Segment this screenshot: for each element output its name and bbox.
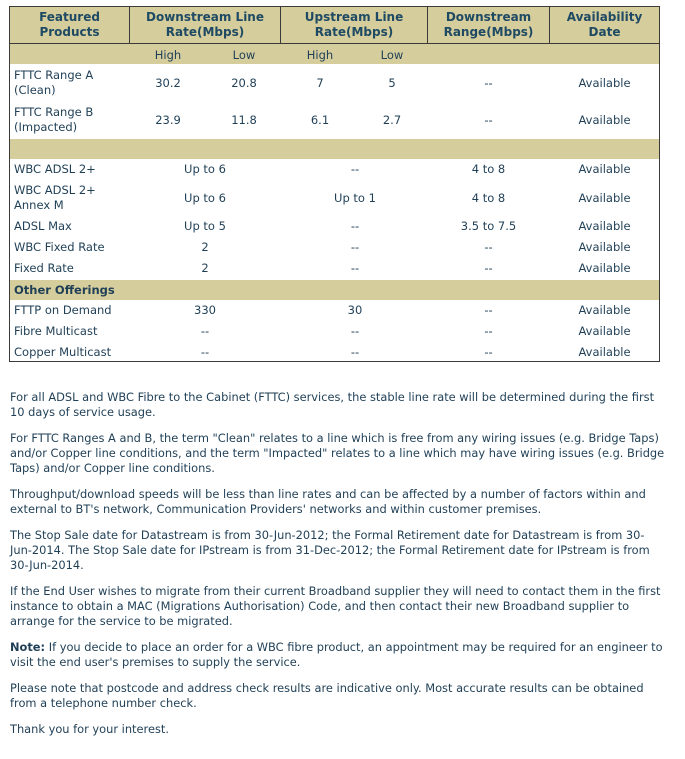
note-label: Note:: [10, 640, 46, 654]
table-row: [10, 65, 659, 99]
header-rule: [10, 43, 659, 44]
down-high-value: 30.2: [155, 76, 181, 90]
product-name: FTTC Range A (Clean): [14, 68, 94, 97]
range-value: --: [484, 345, 493, 359]
down-value: Up to 5: [184, 219, 226, 233]
up-value: 30: [347, 303, 363, 317]
products-table: [9, 6, 660, 362]
down-value: --: [200, 324, 210, 338]
up-value: --: [350, 162, 360, 176]
table-row: [10, 323, 659, 341]
product-name: Fibre Multicast: [14, 324, 98, 338]
product-name: Fixed Rate: [14, 261, 74, 275]
up-value: --: [350, 324, 360, 338]
note-postcode-check: Please note that postcode and address check results are indicative only. Most accurate results can be obtained from a telephone number check.: [10, 681, 644, 710]
subheader-down-low: Low: [232, 48, 256, 62]
up-high-value: 7: [316, 76, 324, 90]
availability-value: Available: [578, 324, 631, 338]
range-value: --: [484, 324, 493, 338]
down-value: 330: [194, 303, 216, 317]
table-row: [10, 102, 659, 136]
section-band: [10, 139, 659, 159]
table-row: [10, 161, 659, 179]
down-value: Up to 6: [184, 162, 226, 176]
down-low-value: 11.8: [231, 113, 257, 127]
range-value: --: [484, 113, 493, 127]
range-value: --: [484, 240, 493, 254]
table-row: [10, 239, 659, 257]
subheader-up-low: Low: [380, 48, 404, 62]
product-name: FTTC Range B (Impacted): [14, 105, 94, 134]
header-featured-products: Featured Products: [39, 10, 100, 39]
note-stable-line-rate: For all ADSL and WBC Fibre to the Cabinet (FTTC) services, the stable line rate will be determined during the first 10 days of service usage.: [10, 390, 655, 419]
header-upstream-line-rate: Upstream Line Rate(Mbps): [304, 10, 404, 39]
up-high-value: 6.1: [310, 113, 330, 127]
down-high-value: 23.9: [155, 113, 181, 127]
availability-value: Available: [578, 261, 631, 275]
note-text: If you decide to place an order for a WBC fibre product, an appointment may be required for an engineer to visit the end user's premises to supply the service.: [10, 640, 663, 669]
up-value: --: [350, 219, 360, 233]
header-downstream-line-rate: Downstream Line Rate(Mbps): [146, 10, 264, 39]
up-value: --: [350, 345, 360, 359]
up-value: --: [350, 261, 360, 275]
note-stop-sale-dates: The Stop Sale date for Datastream is from 30-Jun-2012; the Formal Retirement date for Datastream is from 30-Jun-2014. The Stop Sale date for IPstream is from 31-Dec-2012; the Formal Retirement date for IPstream is from 30-Jun-2014.: [10, 528, 650, 572]
range-value: --: [484, 261, 493, 275]
table-row: [10, 218, 659, 236]
header-downstream-range: Downstream Range(Mbps): [443, 10, 534, 39]
up-low-value: 5: [388, 76, 396, 90]
down-value: Up to 6: [184, 191, 226, 205]
down-low-value: 20.8: [231, 76, 257, 90]
note-thank-you: Thank you for your interest.: [10, 722, 169, 736]
subheader-up-high: High: [306, 48, 334, 62]
subheader-down-high: High: [154, 48, 182, 62]
availability-value: Available: [578, 219, 631, 233]
section-title-other-offerings: Other Offerings: [14, 283, 115, 297]
range-value: 3.5 to 7.5: [460, 219, 517, 233]
product-name: Copper Multicast: [14, 345, 112, 359]
up-low-value: 2.7: [382, 113, 402, 127]
note-migration: If the End User wishes to migrate from their current Broadband supplier they will need to contact them in the first instance to obtain a MAC (Migrations Authorisation) Code, and then contact their new Broadband supplier to arrange for the service to be migrated.: [10, 584, 661, 628]
product-name: WBC ADSL 2+: [14, 162, 96, 176]
note-appointment: [10, 640, 665, 670]
table-row: [10, 302, 659, 320]
table-row: [10, 260, 659, 278]
availability-value: Available: [578, 162, 631, 176]
range-value: 4 to 8: [471, 162, 506, 176]
availability-value: Available: [578, 345, 631, 359]
table-row: [10, 182, 659, 216]
range-value: --: [484, 303, 493, 317]
note-clean-impacted: For FTTC Ranges A and B, the term "Clean" relates to a line which is free from any wiring issues (e.g. Bridge Taps) and/or Copper line conditions, and the term "Impacted" relates to a line which may have wiring issues (e.g. Bridge Taps) and/or Copper line conditions.: [10, 431, 665, 475]
availability-value: Available: [578, 113, 631, 127]
product-name: ADSL Max: [14, 219, 72, 233]
availability-value: Available: [578, 191, 631, 205]
availability-value: Available: [578, 76, 631, 90]
up-value: --: [350, 240, 360, 254]
down-value: 2: [201, 240, 209, 254]
table-row: [10, 344, 659, 362]
availability-value: Available: [578, 240, 631, 254]
note-throughput: Throughput/download speeds will be less than line rates and can be affected by a number of factors within and external to BT's network, Communication Providers' networks and within customer premises.: [10, 487, 646, 516]
range-value: --: [484, 76, 493, 90]
availability-value: Available: [578, 303, 631, 317]
product-name: WBC ADSL 2+ Annex M: [14, 183, 96, 212]
down-value: --: [200, 345, 210, 359]
product-name: FTTP on Demand: [14, 303, 112, 317]
up-value: Up to 1: [334, 191, 376, 205]
down-value: 2: [201, 261, 209, 275]
range-value: 4 to 8: [471, 191, 506, 205]
header-availability-date: Availability Date: [566, 10, 643, 39]
product-name: WBC Fixed Rate: [14, 240, 105, 254]
